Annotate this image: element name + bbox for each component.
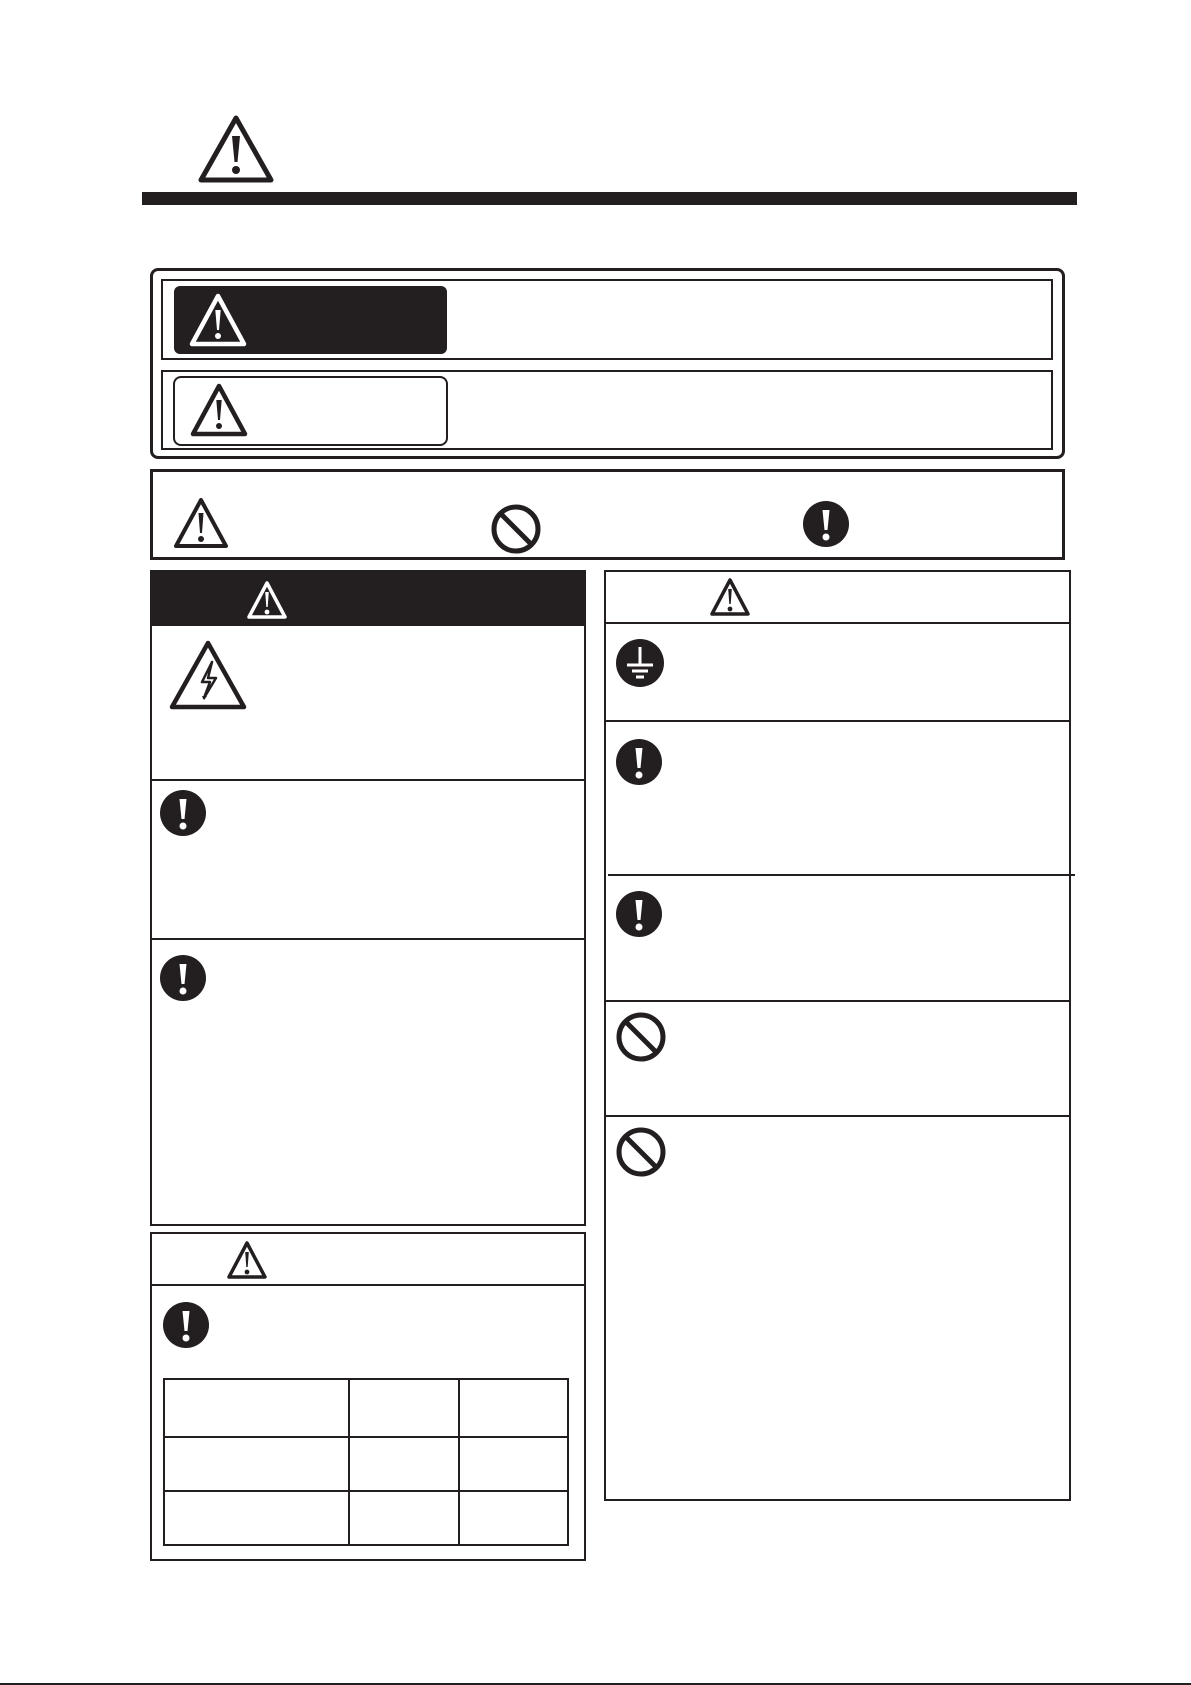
caution-prohibition-icon-1: [615, 1011, 667, 1063]
caution-right-divider-5: [604, 1115, 1071, 1117]
warning-divider-2: [150, 938, 586, 940]
warning-plate-icon: [188, 292, 248, 348]
caution-right-divider-3: [608, 874, 1075, 876]
caution-right-header-icon: [709, 577, 751, 617]
warning-panel-header-icon: [246, 580, 288, 620]
caution-right-divider-2: [604, 720, 1071, 722]
caution-mandatory-icon-2: [615, 890, 663, 938]
caution-right-divider-1: [604, 622, 1071, 624]
caution-right-divider-4: [604, 1000, 1071, 1002]
warning-mandatory-icon-2: [159, 954, 207, 1002]
header-rule: [142, 192, 1077, 205]
caution-left-mandatory-icon: [162, 1301, 210, 1349]
caution-panel-right: [604, 570, 1071, 1501]
caution-mandatory-icon-1: [615, 738, 663, 786]
table-col-line-2: [458, 1378, 460, 1546]
caution-prohibition-icon-2: [615, 1126, 667, 1178]
table-row-line-1: [163, 1436, 569, 1438]
legend-warning-icon: [172, 496, 230, 550]
ground-icon: [615, 638, 665, 688]
data-table: [163, 1378, 569, 1546]
warning-panel-header: [150, 570, 586, 626]
legend-mandatory-icon: [802, 500, 850, 548]
table-col-line-1: [348, 1378, 350, 1546]
warning-mandatory-icon-1: [159, 789, 207, 837]
symbol-legend-box: [150, 469, 1065, 560]
caution-left-divider: [150, 1284, 586, 1286]
header-warning-icon: [196, 112, 276, 184]
legend-prohibition-icon: [490, 503, 542, 555]
warning-divider-1: [150, 779, 586, 781]
electric-shock-icon: [168, 638, 248, 712]
caution-plate-icon: [189, 382, 249, 438]
caution-left-header-icon: [226, 1240, 268, 1280]
table-row-line-2: [163, 1490, 569, 1492]
